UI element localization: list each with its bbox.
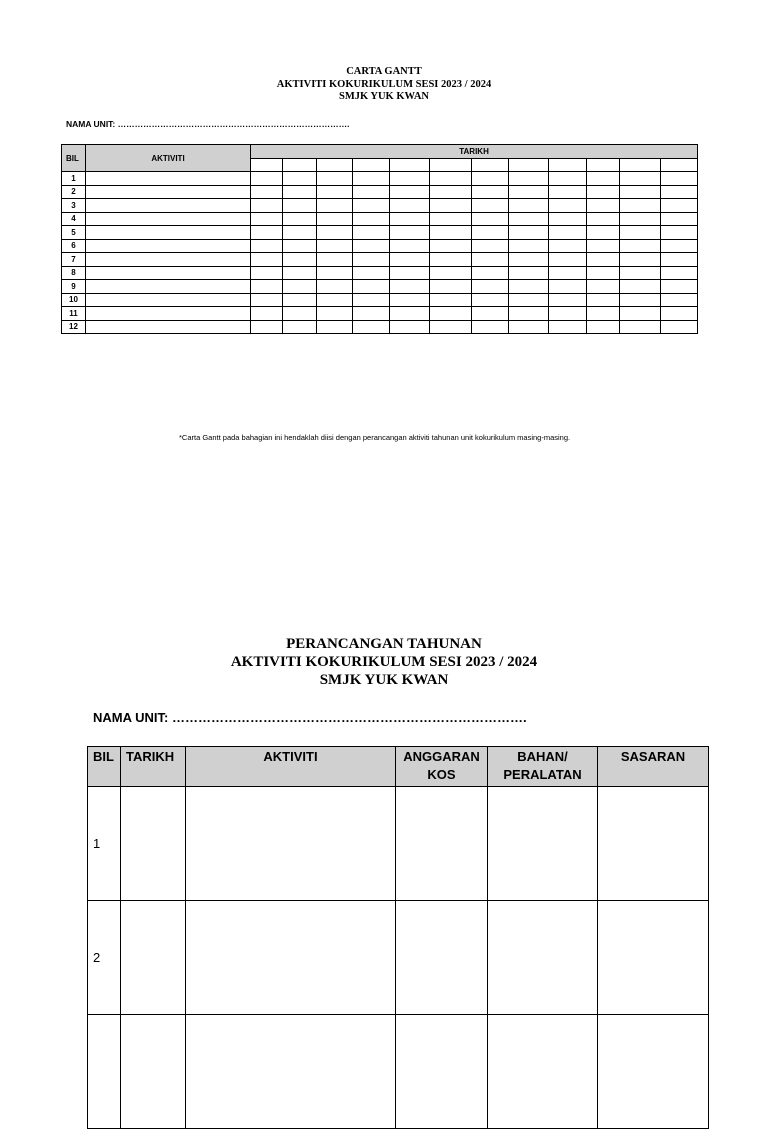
- gantt-cell[interactable]: [661, 199, 698, 213]
- gantt-row-aktiviti[interactable]: [86, 212, 251, 226]
- gantt-cell[interactable]: [390, 307, 430, 321]
- gantt-row: [62, 280, 698, 294]
- plan-row-sasaran[interactable]: [598, 787, 709, 901]
- gantt-cell[interactable]: [620, 212, 661, 226]
- gantt-cell[interactable]: [661, 185, 698, 199]
- gantt-cell[interactable]: [283, 212, 317, 226]
- gantt-row: [62, 320, 698, 334]
- plan-row-bil: 2: [88, 901, 121, 1015]
- plan-row-bahan-peralatan[interactable]: [488, 787, 598, 901]
- gantt-cell[interactable]: [620, 199, 661, 213]
- gantt-cell[interactable]: [549, 199, 587, 213]
- gantt-cell[interactable]: [283, 253, 317, 267]
- plan-header-aktiviti: AKTIVITI: [186, 747, 396, 787]
- gantt-title-line-1: CARTA GANTT: [346, 66, 422, 77]
- gantt-cell[interactable]: [283, 307, 317, 321]
- plan-header-bahan-peralatan: [488, 747, 598, 787]
- gantt-row-bil: 10: [62, 293, 86, 307]
- gantt-cell[interactable]: [509, 172, 549, 186]
- gantt-row-bil: 1: [62, 172, 86, 186]
- gantt-row-aktiviti[interactable]: [86, 253, 251, 267]
- gantt-cell[interactable]: [353, 320, 390, 334]
- gantt-cell[interactable]: [509, 293, 549, 307]
- gantt-cell[interactable]: [587, 226, 620, 240]
- gantt-cell[interactable]: [430, 293, 472, 307]
- gantt-cell[interactable]: [390, 293, 430, 307]
- gantt-cell[interactable]: [251, 280, 283, 294]
- gantt-row: [62, 172, 698, 186]
- gantt-cell[interactable]: [317, 239, 353, 253]
- gantt-cell[interactable]: [353, 266, 390, 280]
- gantt-cell[interactable]: [283, 172, 317, 186]
- gantt-header-aktiviti: AKTIVITI: [86, 145, 251, 172]
- gantt-row-aktiviti[interactable]: [86, 199, 251, 213]
- gantt-cell[interactable]: [390, 280, 430, 294]
- plan-row-aktiviti[interactable]: [186, 787, 396, 901]
- gantt-cell[interactable]: [472, 266, 509, 280]
- gantt-nama-unit: NAMA UNIT: ……………………………………………………………………….: [66, 119, 350, 129]
- gantt-row-aktiviti[interactable]: [86, 320, 251, 334]
- gantt-row-bil: 4: [62, 212, 86, 226]
- gantt-cell[interactable]: [472, 320, 509, 334]
- gantt-cell[interactable]: [587, 212, 620, 226]
- gantt-cell[interactable]: [430, 212, 472, 226]
- gantt-cell[interactable]: [430, 280, 472, 294]
- gantt-footnote: *Carta Gantt pada bahagian ini hendaklah diisi dengan perancangan aktiviti tahunan unit kokurikulum masing-masing.: [179, 433, 571, 442]
- plan-row: [88, 1015, 709, 1129]
- gantt-row-aktiviti[interactable]: [86, 293, 251, 307]
- plan-row-sasaran[interactable]: [598, 901, 709, 1015]
- gantt-cell[interactable]: [587, 239, 620, 253]
- gantt-cell[interactable]: [661, 293, 698, 307]
- plan-row-bahan-peralatan[interactable]: [488, 1015, 598, 1129]
- gantt-cell[interactable]: [353, 307, 390, 321]
- gantt-row-bil: 3: [62, 199, 86, 213]
- gantt-cell[interactable]: [661, 226, 698, 240]
- gantt-row: [62, 199, 698, 213]
- gantt-cell[interactable]: [549, 212, 587, 226]
- gantt-cell[interactable]: [390, 253, 430, 267]
- gantt-cell[interactable]: [509, 185, 549, 199]
- gantt-cell[interactable]: [661, 280, 698, 294]
- gantt-cell[interactable]: [430, 253, 472, 267]
- gantt-cell[interactable]: [587, 199, 620, 213]
- gantt-cell[interactable]: [317, 185, 353, 199]
- gantt-cell[interactable]: [251, 253, 283, 267]
- plan-row-bil: 1: [88, 787, 121, 901]
- gantt-row-aktiviti[interactable]: [86, 185, 251, 199]
- gantt-cell[interactable]: [587, 185, 620, 199]
- gantt-cell[interactable]: [549, 293, 587, 307]
- gantt-cell[interactable]: [283, 320, 317, 334]
- gantt-cell[interactable]: [661, 239, 698, 253]
- gantt-row-aktiviti[interactable]: [86, 239, 251, 253]
- gantt-cell[interactable]: [587, 307, 620, 321]
- plan-header-bil: BIL: [88, 747, 121, 787]
- gantt-cell[interactable]: [549, 253, 587, 267]
- plan-title-line-2: AKTIVITI KOKURIKULUM SESI 2023 / 2024: [230, 654, 538, 670]
- gantt-cell[interactable]: [549, 185, 587, 199]
- gantt-cell[interactable]: [549, 320, 587, 334]
- gantt-cell[interactable]: [390, 320, 430, 334]
- plan-row-tarikh[interactable]: [121, 901, 186, 1015]
- gantt-cell[interactable]: [509, 199, 549, 213]
- plan-header-sasaran: SASARAN: [598, 747, 709, 787]
- gantt-cell[interactable]: [509, 212, 549, 226]
- gantt-cell[interactable]: [251, 320, 283, 334]
- gantt-cell[interactable]: [509, 239, 549, 253]
- plan-header-anggaran-line-2: KOS: [427, 767, 456, 782]
- plan-row-sasaran[interactable]: [598, 1015, 709, 1129]
- gantt-cell[interactable]: [390, 172, 430, 186]
- gantt-table: [61, 144, 698, 334]
- gantt-cell[interactable]: [317, 293, 353, 307]
- gantt-cell[interactable]: [620, 253, 661, 267]
- gantt-header-tarikh: TARIKH: [251, 145, 698, 159]
- gantt-cell[interactable]: [509, 226, 549, 240]
- plan-title-line-1: PERANCANGAN TAHUNAN: [286, 636, 482, 652]
- gantt-cell[interactable]: [283, 239, 317, 253]
- gantt-cell[interactable]: [430, 185, 472, 199]
- gantt-cell[interactable]: [353, 172, 390, 186]
- gantt-cell[interactable]: [430, 226, 472, 240]
- gantt-cell[interactable]: [430, 239, 472, 253]
- gantt-cell[interactable]: [317, 226, 353, 240]
- gantt-cell[interactable]: [472, 253, 509, 267]
- gantt-cell[interactable]: [509, 320, 549, 334]
- gantt-date-cell[interactable]: [509, 159, 549, 172]
- gantt-header-bil: BIL: [62, 145, 86, 172]
- gantt-cell[interactable]: [620, 239, 661, 253]
- gantt-row-aktiviti[interactable]: [86, 280, 251, 294]
- gantt-row-bil: 11: [62, 307, 86, 321]
- gantt-cell[interactable]: [620, 307, 661, 321]
- gantt-cell[interactable]: [620, 266, 661, 280]
- plan-row-tarikh[interactable]: [121, 1015, 186, 1129]
- plan-row-anggaran-kos[interactable]: [396, 787, 488, 901]
- gantt-row: [62, 185, 698, 199]
- plan-row-aktiviti[interactable]: [186, 901, 396, 1015]
- gantt-cell[interactable]: [251, 266, 283, 280]
- gantt-row: [62, 293, 698, 307]
- gantt-cell[interactable]: [549, 266, 587, 280]
- gantt-cell[interactable]: [587, 320, 620, 334]
- gantt-cell[interactable]: [620, 185, 661, 199]
- gantt-cell[interactable]: [620, 226, 661, 240]
- plan-row: [88, 901, 709, 1015]
- gantt-cell[interactable]: [430, 320, 472, 334]
- gantt-title-line-2: AKTIVITI KOKURIKULUM SESI 2023 / 2024: [276, 78, 492, 90]
- gantt-cell[interactable]: [251, 212, 283, 226]
- plan-row-aktiviti[interactable]: [186, 1015, 396, 1129]
- gantt-cell[interactable]: [390, 199, 430, 213]
- plan-header-anggaran-line-1: ANGGARAN: [403, 749, 480, 764]
- gantt-cell[interactable]: [317, 280, 353, 294]
- gantt-cell[interactable]: [661, 320, 698, 334]
- gantt-cell[interactable]: [620, 172, 661, 186]
- gantt-cell[interactable]: [251, 293, 283, 307]
- gantt-cell[interactable]: [251, 307, 283, 321]
- gantt-row-aktiviti[interactable]: [86, 266, 251, 280]
- plan-title-line-3: SMJK YUK KWAN: [319, 672, 449, 688]
- gantt-title-line-3: SMJK YUK KWAN: [338, 91, 430, 102]
- gantt-row-aktiviti[interactable]: [86, 226, 251, 240]
- plan-header-bahan-line-2: PERALATAN: [503, 767, 582, 782]
- gantt-date-cell[interactable]: [549, 159, 587, 172]
- gantt-row-bil: 8: [62, 266, 86, 280]
- gantt-row-bil: 12: [62, 320, 86, 334]
- gantt-cell[interactable]: [549, 226, 587, 240]
- gantt-cell[interactable]: [661, 212, 698, 226]
- gantt-cell[interactable]: [317, 266, 353, 280]
- gantt-cell[interactable]: [661, 253, 698, 267]
- gantt-cell[interactable]: [472, 226, 509, 240]
- gantt-row-bil: 9: [62, 280, 86, 294]
- gantt-cell[interactable]: [283, 293, 317, 307]
- gantt-cell[interactable]: [661, 266, 698, 280]
- gantt-date-cell[interactable]: [620, 159, 661, 172]
- gantt-row: [62, 226, 698, 240]
- gantt-cell[interactable]: [353, 226, 390, 240]
- gantt-cell[interactable]: [549, 239, 587, 253]
- gantt-row-bil: 6: [62, 239, 86, 253]
- gantt-cell[interactable]: [353, 239, 390, 253]
- gantt-cell[interactable]: [549, 172, 587, 186]
- gantt-cell[interactable]: [251, 226, 283, 240]
- gantt-date-cell[interactable]: [251, 159, 283, 172]
- gantt-cell[interactable]: [317, 253, 353, 267]
- gantt-cell[interactable]: [353, 185, 390, 199]
- gantt-date-cell[interactable]: [430, 159, 472, 172]
- gantt-cell[interactable]: [472, 307, 509, 321]
- gantt-cell[interactable]: [472, 239, 509, 253]
- gantt-cell[interactable]: [251, 185, 283, 199]
- gantt-cell[interactable]: [430, 199, 472, 213]
- gantt-date-cell[interactable]: [390, 159, 430, 172]
- gantt-cell[interactable]: [317, 212, 353, 226]
- gantt-cell[interactable]: [661, 172, 698, 186]
- gantt-cell[interactable]: [587, 293, 620, 307]
- gantt-row-aktiviti[interactable]: [86, 172, 251, 186]
- gantt-cell[interactable]: [472, 185, 509, 199]
- gantt-row-bil: 5: [62, 226, 86, 240]
- gantt-cell[interactable]: [620, 280, 661, 294]
- gantt-row: [62, 239, 698, 253]
- plan-row-anggaran-kos[interactable]: [396, 1015, 488, 1129]
- gantt-cell[interactable]: [353, 253, 390, 267]
- gantt-cell[interactable]: [587, 172, 620, 186]
- gantt-date-cell[interactable]: [587, 159, 620, 172]
- plan-nama-unit: NAMA UNIT: ……………………………………………………………………….: [93, 710, 527, 725]
- gantt-cell[interactable]: [472, 212, 509, 226]
- plan-header-anggaran-kos: [396, 747, 488, 787]
- gantt-cell[interactable]: [251, 239, 283, 253]
- plan-row-bahan-peralatan[interactable]: [488, 901, 598, 1015]
- gantt-cell[interactable]: [390, 239, 430, 253]
- gantt-cell[interactable]: [472, 293, 509, 307]
- gantt-cell[interactable]: [353, 280, 390, 294]
- gantt-title: [0, 66, 768, 104]
- gantt-cell[interactable]: [661, 307, 698, 321]
- gantt-cell[interactable]: [509, 307, 549, 321]
- gantt-cell[interactable]: [317, 199, 353, 213]
- gantt-cell[interactable]: [353, 293, 390, 307]
- plan-row-tarikh[interactable]: [121, 787, 186, 901]
- gantt-date-cell[interactable]: [353, 159, 390, 172]
- gantt-cell[interactable]: [509, 266, 549, 280]
- gantt-cell[interactable]: [390, 266, 430, 280]
- plan-row-bil: [88, 1015, 121, 1129]
- gantt-cell[interactable]: [587, 266, 620, 280]
- gantt-date-cell[interactable]: [283, 159, 317, 172]
- plan-row: [88, 787, 709, 901]
- plan-row-anggaran-kos[interactable]: [396, 901, 488, 1015]
- plan-header-tarikh: TARIKH: [121, 747, 186, 787]
- gantt-cell[interactable]: [353, 212, 390, 226]
- gantt-cell[interactable]: [317, 320, 353, 334]
- gantt-cell[interactable]: [430, 307, 472, 321]
- gantt-cell[interactable]: [283, 266, 317, 280]
- gantt-row: [62, 253, 698, 267]
- gantt-cell[interactable]: [509, 280, 549, 294]
- gantt-cell[interactable]: [283, 226, 317, 240]
- gantt-row-bil: 7: [62, 253, 86, 267]
- plan-title: [0, 635, 768, 689]
- gantt-date-cell[interactable]: [472, 159, 509, 172]
- gantt-cell[interactable]: [472, 172, 509, 186]
- gantt-cell[interactable]: [317, 307, 353, 321]
- gantt-date-cell[interactable]: [661, 159, 698, 172]
- gantt-cell[interactable]: [430, 172, 472, 186]
- gantt-date-cell[interactable]: [317, 159, 353, 172]
- gantt-cell[interactable]: [620, 293, 661, 307]
- gantt-cell[interactable]: [251, 199, 283, 213]
- gantt-cell[interactable]: [587, 280, 620, 294]
- gantt-cell[interactable]: [472, 199, 509, 213]
- gantt-cell[interactable]: [353, 199, 390, 213]
- plan-header-bahan-line-1: BAHAN/: [517, 749, 568, 764]
- gantt-cell[interactable]: [509, 253, 549, 267]
- gantt-cell[interactable]: [587, 253, 620, 267]
- gantt-cell[interactable]: [283, 280, 317, 294]
- gantt-cell[interactable]: [620, 320, 661, 334]
- gantt-row: [62, 307, 698, 321]
- gantt-cell[interactable]: [390, 212, 430, 226]
- gantt-cell[interactable]: [390, 185, 430, 199]
- gantt-cell[interactable]: [472, 280, 509, 294]
- gantt-cell[interactable]: [283, 185, 317, 199]
- gantt-cell[interactable]: [317, 172, 353, 186]
- gantt-row-aktiviti[interactable]: [86, 307, 251, 321]
- gantt-cell[interactable]: [390, 226, 430, 240]
- gantt-row: [62, 266, 698, 280]
- plan-table: [87, 746, 709, 1129]
- gantt-row-bil: 2: [62, 185, 86, 199]
- gantt-cell[interactable]: [549, 280, 587, 294]
- gantt-cell[interactable]: [549, 307, 587, 321]
- gantt-row: [62, 212, 698, 226]
- gantt-cell[interactable]: [430, 266, 472, 280]
- gantt-cell[interactable]: [283, 199, 317, 213]
- gantt-cell[interactable]: [251, 172, 283, 186]
